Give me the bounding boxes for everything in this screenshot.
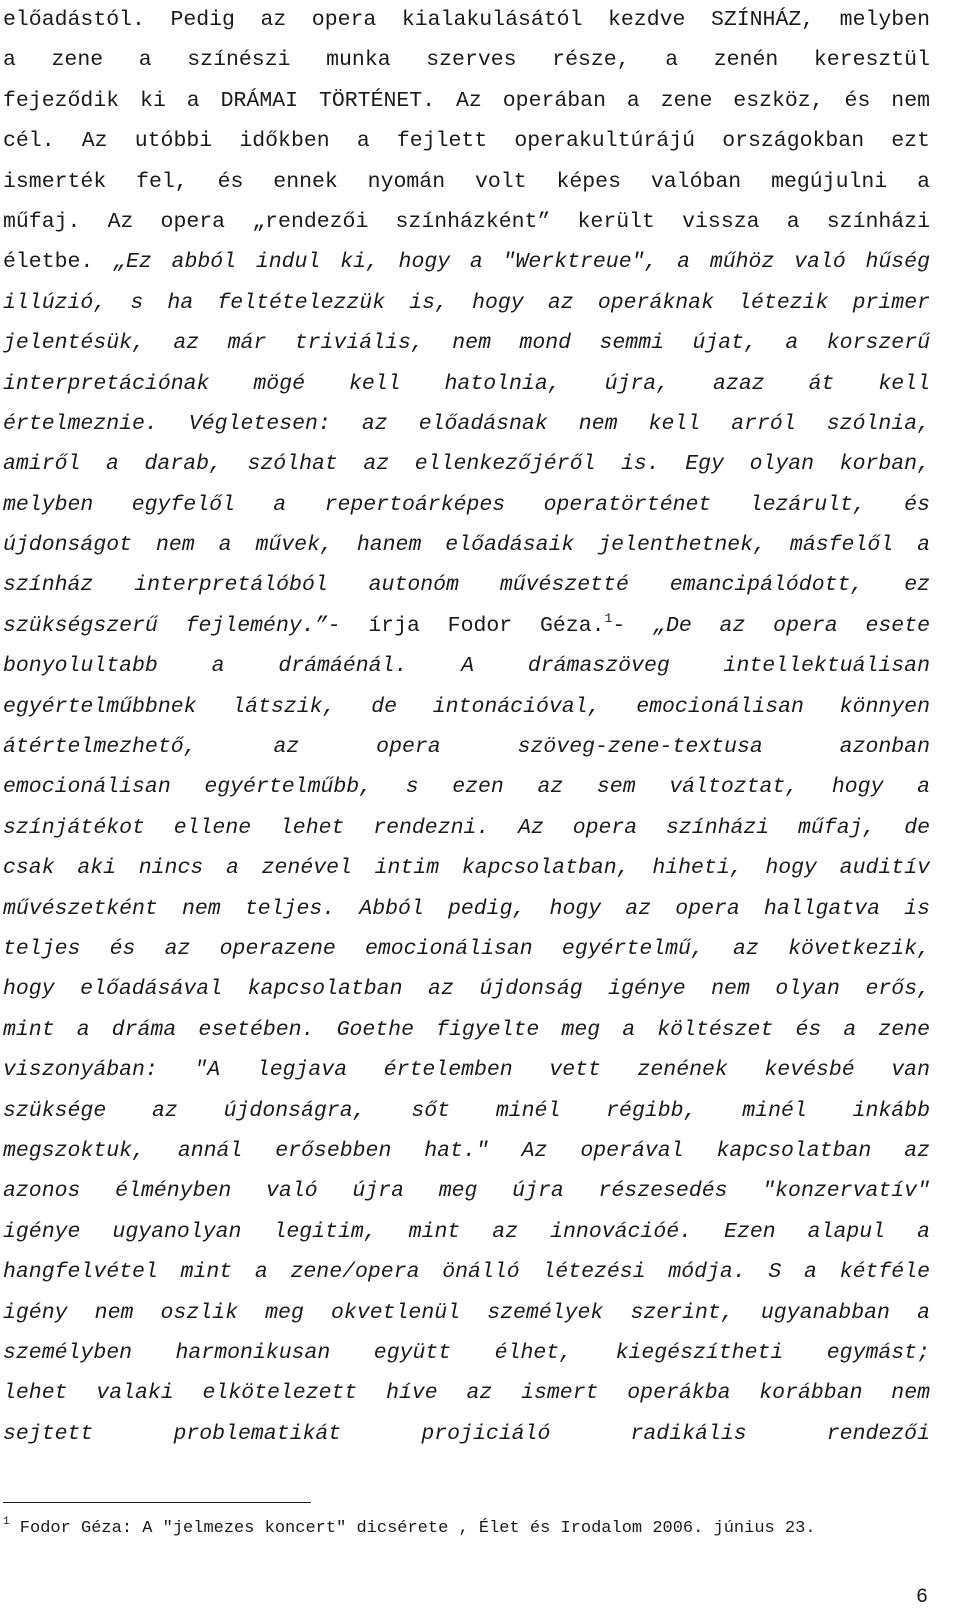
text-segment: átértelmezhető, az opera szöveg-zene-textusa azonban [3,735,930,760]
text-segment: bonyolultabb a drámáénál. A drámaszöveg intellektuálisan [3,654,930,679]
footnote-reference: 1 [604,610,613,626]
text-segment: sejtett problematikát projiciáló radikális rendezői [3,1421,930,1446]
text-line [3,565,930,605]
text-line [3,202,930,242]
text-segment: megszoktuk, annál erősebben hat." Az operával kapcsolatban az [3,1138,930,1163]
text-segment: újdonságot nem a művek, hanem előadásaik jelenthetnek, másfelől a [3,533,930,558]
text-segment: mint a dráma esetében. Goethe figyelte meg a költészet és a zene [3,1017,930,1042]
text-line [3,364,930,404]
footnote [3,1517,930,1541]
text-segment: életbe. [3,250,94,275]
text-segment: illúzió, s ha feltételezzük is, hogy az operáknak létezik primer [3,290,930,315]
text-segment: a zene a színészi munka szerves része, a zenén keresztül [3,48,930,73]
text-line [3,1373,930,1413]
text-line [3,162,930,202]
text-segment: cél. Az utóbbi időkben a fejlett operakultúrájú országokban ezt [3,129,930,154]
document-body [3,0,930,1454]
text-line [3,1091,930,1131]
text-line [3,929,930,969]
text-line [3,81,930,121]
text-segment: műfaj. Az opera „rendezői színházként” került vissza a színházi [3,209,930,234]
text-line [3,121,930,161]
text-segment: értelmeznie. Végletesen: az előadásnak nem kell arról szólnia, [3,411,930,436]
text-segment: egyértelműbbnek látszik, de intonációval, emocionálisan könnyen [3,694,930,719]
text-segment: lehet valaki elkötelezett híve az ismert operákba korábban nem [3,1381,930,1406]
text-line [3,1414,930,1454]
text-segment: jelentésük, az már triviális, nem mond semmi újat, a korszerű [3,331,930,356]
text-line [3,1131,930,1171]
page-number: 6 [915,1586,928,1609]
footnote-text: Fodor Géza: A "jelmezes koncert" dicsérete , Élet és Irodalom 2006. június 23. [9,1519,816,1538]
text-segment: interpretációnak mögé kell hatolnia, újra, azaz át kell [3,371,930,396]
text-line [3,767,930,807]
footnote-divider [3,1502,311,1503]
text-line [3,646,930,686]
text-segment: szüksége az újdonságra, sőt minél régibb, minél inkább [3,1098,930,1123]
text-segment: hangfelvétel mint a zene/opera önálló létezési módja. S a kétféle [3,1260,930,1285]
text-segment: előadástól. Pedig az opera kialakulásától kezdve SZÍNHÁZ, melyben [3,8,930,32]
text-line [3,606,930,646]
text-segment: - [612,613,654,638]
text-segment: színjátékot ellene lehet rendezni. Az opera színházi műfaj, de [3,815,930,840]
text-segment: személyben harmonikusan együtt élhet, kiegészítheti egymást; [3,1340,930,1365]
text-line [3,727,930,767]
text-line [3,889,930,929]
text-line [3,969,930,1009]
text-segment: igény nem oszlik meg okvetlenül személyek szerint, ugyanabban a [3,1300,930,1325]
text-segment: hogy előadásával kapcsolatban az újdonság igénye nem olyan erős, [3,977,930,1002]
text-line [3,242,930,282]
text-segment: „Ez abból indul ki, hogy a "Werktreue", a műhöz való hűség [93,250,930,275]
text-segment: „De az opera esete [653,613,930,638]
text-line [3,525,930,565]
text-segment: ismerték fel, és ennek nyomán volt képes valóban megújulni a [3,169,930,194]
text-segment: emocionálisan egyértelműbb, s ezen az sem változtat, hogy a [3,775,930,800]
text-line [3,1171,930,1211]
text-line [3,0,930,40]
text-line [3,808,930,848]
text-line [3,1010,930,1050]
text-line [3,1050,930,1090]
text-line [3,1252,930,1292]
text-segment: szükségszerű fejlemény.” [3,613,328,638]
text-segment: csak aki nincs a zenével intim kapcsolatban, hiheti, hogy auditív [3,856,930,881]
text-segment: fejeződik ki a DRÁMAI TÖRTÉNET. Az operában a zene eszköz, és nem [3,88,930,113]
text-line [3,1333,930,1373]
text-line [3,323,930,363]
text-segment: igénye ugyanolyan legitim, mint az innovációé. Ezen alapul a [3,1219,930,1244]
text-line [3,1293,930,1333]
text-segment: színház interpretálóból autonóm művészetté emancipálódott, ez [3,573,930,598]
footnote-marker: 1 [3,1516,10,1528]
text-line [3,687,930,727]
text-segment: teljes és az operazene emocionálisan egyértelmű, az következik, [3,936,930,961]
text-segment: viszonyában: "A legjava értelemben vett zenének kevésbé van [3,1058,930,1083]
text-segment: azonos élményben való újra meg újra részesedés "konzervatív" [3,1179,930,1204]
text-line [3,1212,930,1252]
text-segment: - írja Fodor Géza. [327,613,605,638]
text-line [3,444,930,484]
text-segment: amiről a darab, szólhat az ellenkezőjéről is. Egy olyan korban, [3,452,930,477]
text-line [3,40,930,80]
text-line [3,283,930,323]
text-line [3,404,930,444]
text-line [3,485,930,525]
text-segment: melyben egyfelől a repertoárképes operatörténet lezárult, és [3,492,930,517]
text-line [3,848,930,888]
text-segment: művészetként nem teljes. Abból pedig, hogy az opera hallgatva is [3,896,930,921]
